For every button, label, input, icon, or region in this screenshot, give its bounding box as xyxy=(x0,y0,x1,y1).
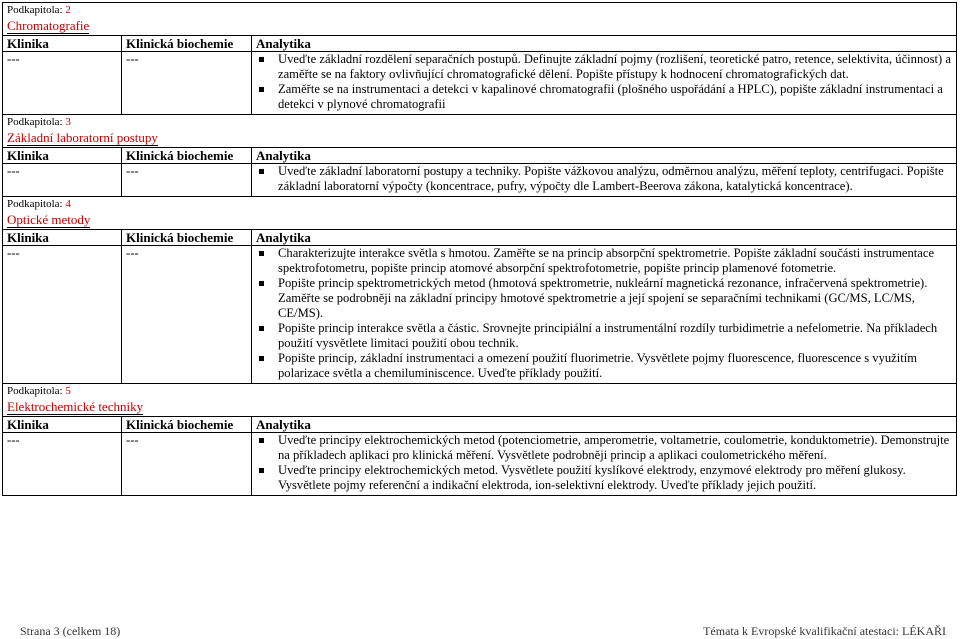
topic-item: Uveďte principy elektrochemických metod (potenciometrie, amperometrie, voltametrie, coulometrie, konduktometrie). Demonstrujte na příkladech aplikaci pro klinická měření. Vysvětlete podrobněji princip a aplikaci coulometrického měření. xyxy=(256,433,956,463)
topic-item: Uveďte principy elektrochemických metod. Vysvětlete použití kyslíkové elektrody, enzymové elektrody pro měření glukosy. Vysvětlete pojmy referenční a indikační elektroda, ion-selektivní elektrody. Uveďte příklady jejich použití. xyxy=(256,463,956,493)
column-header-biochemie: Klinická biochemie xyxy=(121,147,251,163)
column-header-klinika: Klinika xyxy=(3,229,121,245)
subchapter-section xyxy=(2,2,957,114)
document-title-footer: Témata k Evropské kvalifikační atestaci: LÉKAŘI xyxy=(703,624,946,638)
topic-table xyxy=(3,35,956,114)
page-number: Strana 3 (celkem 18) xyxy=(20,624,121,638)
subchapter-section xyxy=(2,196,957,383)
subchapter-label: Podkapitola: xyxy=(7,385,66,397)
subchapter-title: Chromatografie xyxy=(7,18,90,33)
topic-item: Zaměřte se na instrumentaci a detekci v kapalinové chromatografii (plošného uspořádání a HPLC), popište základní instrumentaci a detekci v plynové chromatografii xyxy=(256,82,956,112)
topic-table xyxy=(3,229,956,383)
topic-list xyxy=(256,246,956,381)
klinika-cell: --- xyxy=(3,51,121,114)
column-header-analytika: Analytika xyxy=(251,147,956,163)
klinika-cell: --- xyxy=(3,432,121,495)
column-header-klinika: Klinika xyxy=(3,416,121,432)
subchapter-label: Podkapitola: xyxy=(7,4,66,16)
subchapter-number: 4 xyxy=(65,198,71,210)
subchapter-label: Podkapitola: xyxy=(7,198,66,210)
subchapter-heading xyxy=(3,197,956,229)
column-header-biochemie: Klinická biochemie xyxy=(121,416,251,432)
subchapter-heading xyxy=(3,115,956,147)
biochemie-cell: --- xyxy=(121,432,251,495)
biochemie-cell: --- xyxy=(121,51,251,114)
subchapter-heading xyxy=(3,384,956,416)
biochemie-cell: --- xyxy=(121,163,251,196)
klinika-cell: --- xyxy=(3,163,121,196)
topic-list xyxy=(256,52,956,112)
column-header-biochemie: Klinická biochemie xyxy=(121,35,251,51)
subchapter-number: 2 xyxy=(65,4,71,16)
topic-item: Popište princip, základní instrumentaci a omezení použití fluorimetrie. Vysvětlete pojmy fluorescence, fluorescence s využitím polarizace světla a chemiluminiscence. Uveďte příklady použití. xyxy=(256,351,956,381)
subchapter-title: Základní laboratorní postupy xyxy=(7,130,158,145)
column-header-klinika: Klinika xyxy=(3,35,121,51)
analytika-cell xyxy=(251,163,956,196)
subchapter-number: 3 xyxy=(65,116,71,128)
topic-list xyxy=(256,164,956,194)
subchapter-title: Optické metody xyxy=(7,212,91,227)
subchapter-heading xyxy=(3,3,956,35)
subchapter-number: 5 xyxy=(65,385,71,397)
subchapter-section xyxy=(2,383,957,496)
topic-table xyxy=(3,147,956,196)
subchapter-title: Elektrochemické techniky xyxy=(7,399,144,414)
subchapter-section xyxy=(2,114,957,196)
subchapter-label: Podkapitola: xyxy=(7,116,66,128)
column-header-analytika: Analytika xyxy=(251,35,956,51)
analytika-cell xyxy=(251,245,956,383)
column-header-analytika: Analytika xyxy=(251,229,956,245)
biochemie-cell: --- xyxy=(121,245,251,383)
topic-item: Charakterizujte interakce světla s hmotou. Zaměřte se na princip absorpční spektrometrie. Popište základní součásti instrumentace spektrofotometru, popište princip atomové absorpční spektrofotometrie, popište princip plamenové fotometrie. xyxy=(256,246,956,276)
analytika-cell xyxy=(251,51,956,114)
document-page xyxy=(2,2,957,496)
topic-table xyxy=(3,416,956,495)
topic-item: Popište princip interakce světla a částic. Srovnejte principiální a instrumentální rozdíly turbidimetrie a nefelometrie. Na příkladech použití vysvětlete limitaci použití obou technik. xyxy=(256,321,956,351)
column-header-biochemie: Klinická biochemie xyxy=(121,229,251,245)
topic-list xyxy=(256,433,956,493)
analytika-cell xyxy=(251,432,956,495)
column-header-klinika: Klinika xyxy=(3,147,121,163)
topic-item: Uveďte základní rozdělení separačních postupů. Definujte základní pojmy (rozlišení, teoretické patro, retence, selektivita, účinnost) a zaměřte se na faktory ovlivňující chromatografické dělení. Popište přístupy k hodnocení chromatografických dat. xyxy=(256,52,956,82)
klinika-cell: --- xyxy=(3,245,121,383)
column-header-analytika: Analytika xyxy=(251,416,956,432)
topic-item: Uveďte základní laboratorní postupy a techniky. Popište vážkovou analýzu, odměrnou analýzu, měření teploty, centrifugaci. Popište základní laboratorní výpočty (koncentrace, pufry, výpočty dle Lambert-Beerova zákona, katalytická koncentrace). xyxy=(256,164,956,194)
topic-item: Popište princip spektrometrických metod (hmotová spektrometrie, nukleární magnetická rezonance, infračervená spektrometrie). Zaměřte se podrobněji na základní principy hmotové spektrometrie a její spojení se separačními technikami (GC/MS, LC/MS, CE/MS). xyxy=(256,276,956,321)
